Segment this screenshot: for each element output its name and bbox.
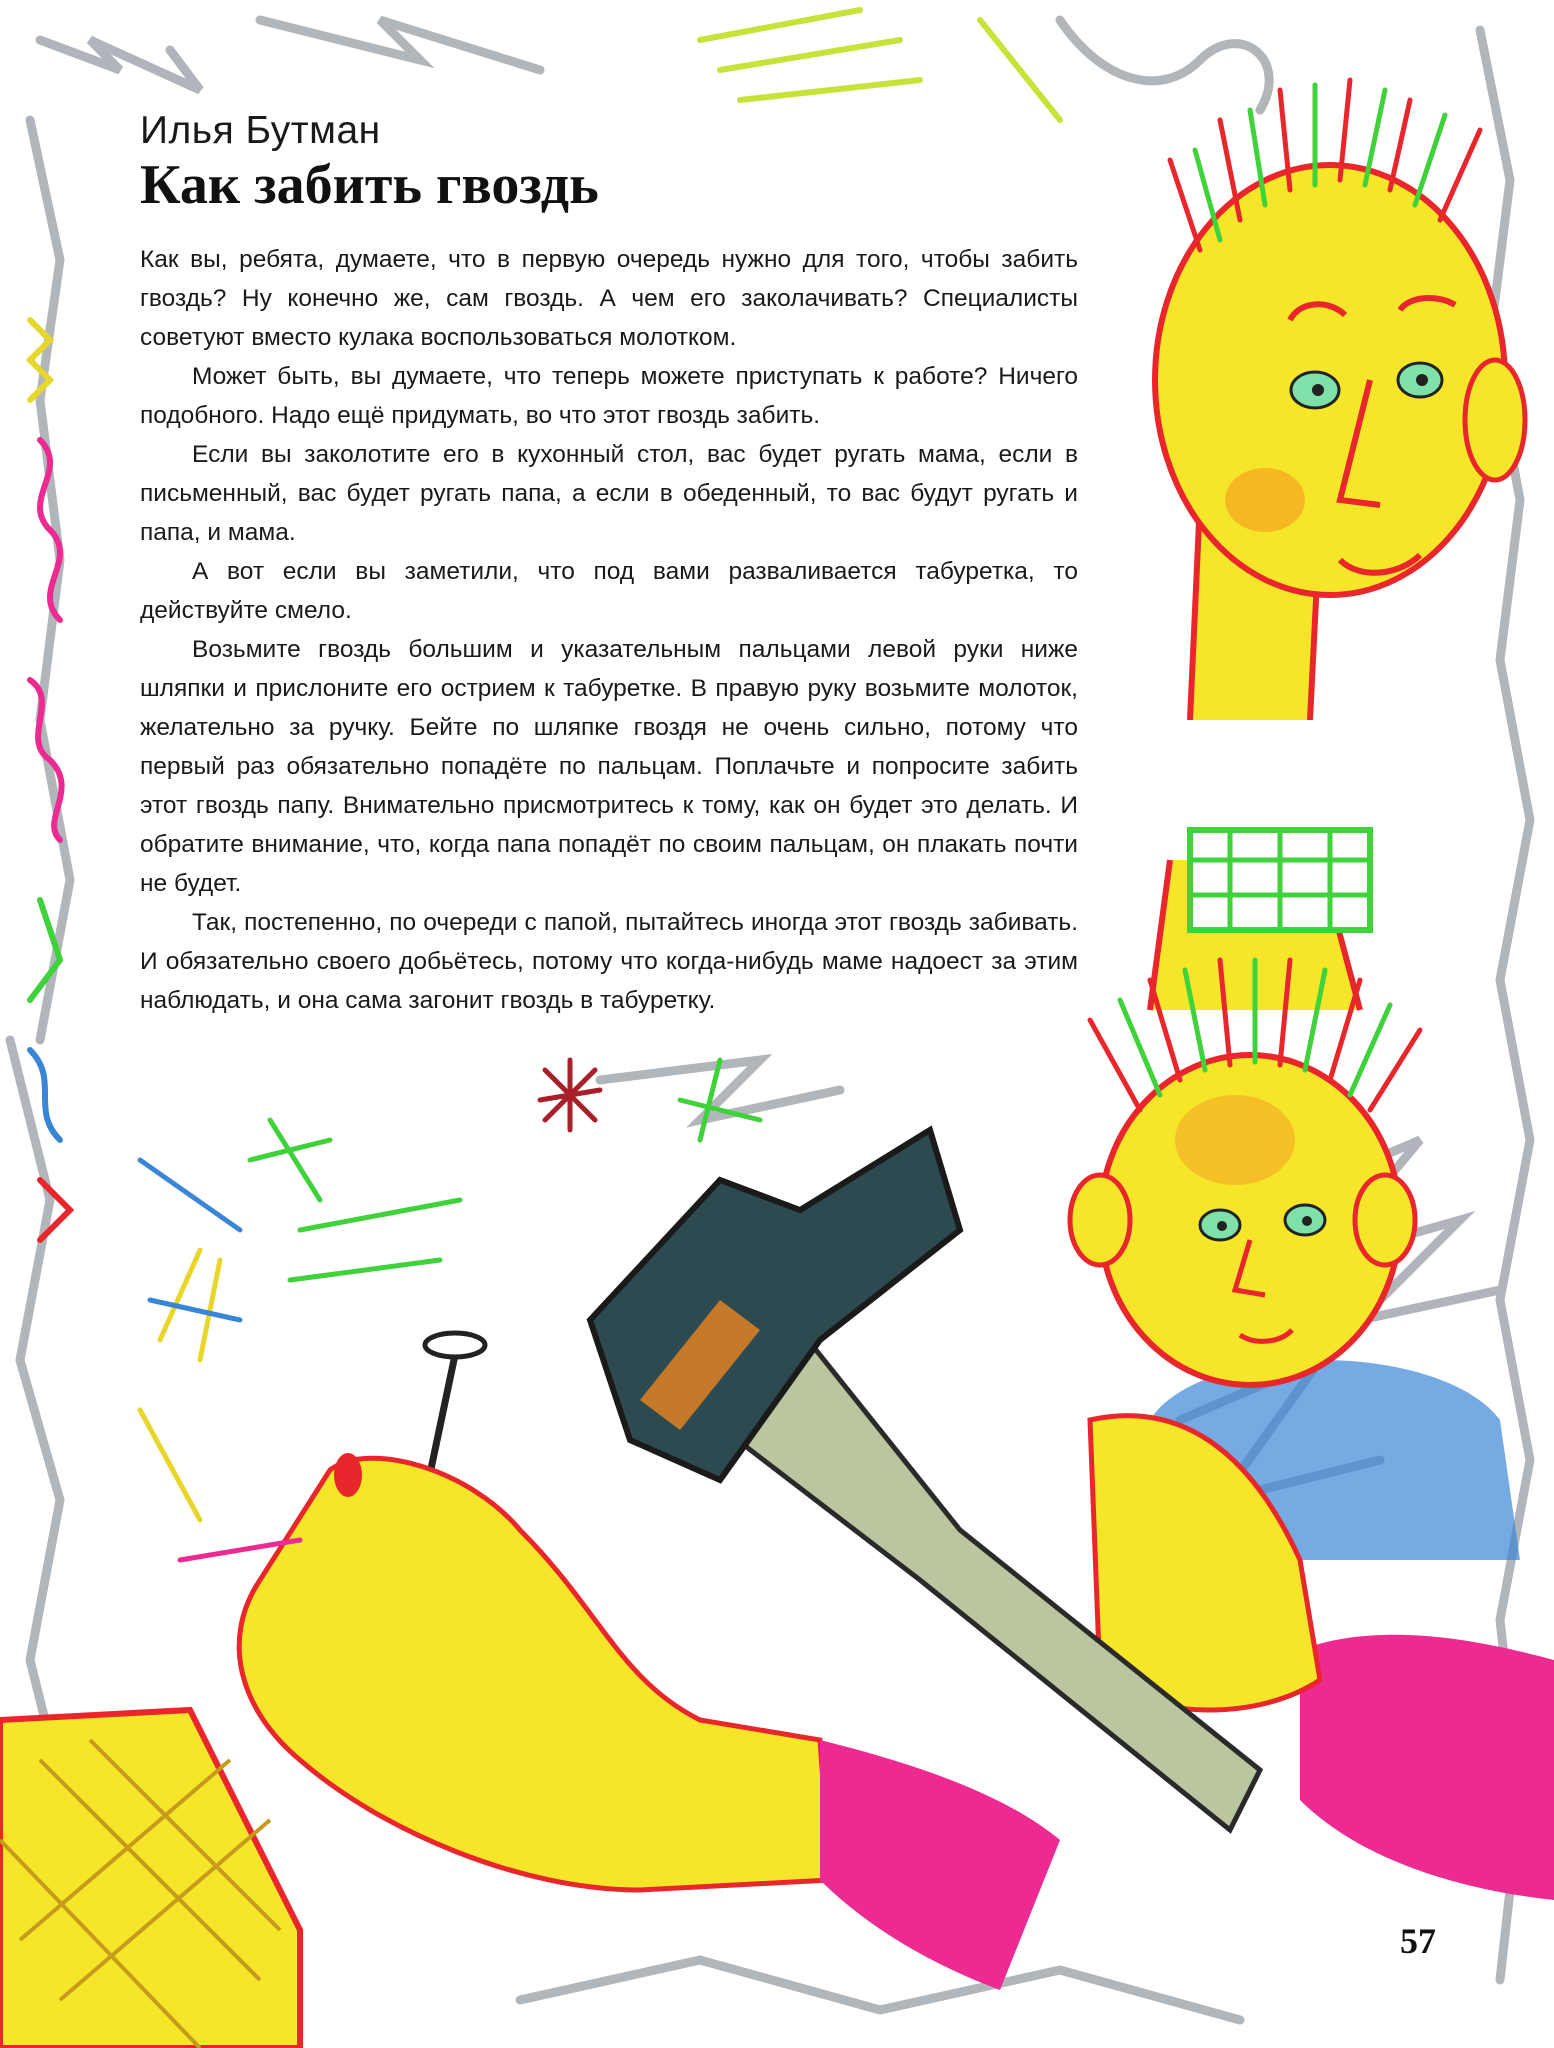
paragraph-6: Так, постепенно, по очереди с папой, пытайтесь иногда этот гвоздь забивать. И обязательно своего добьётесь, потому что когда-нибудь маме надоест за этим наблюдать, и она сама загонит гвоздь в табуретку. (140, 909, 1078, 1014)
paragraph-4: А вот если вы заметили, что под вами разваливается табуретка, то действуйте смело. (140, 558, 1078, 624)
author-name: Илья Бутман (140, 109, 381, 152)
father-figure (1150, 80, 1525, 1010)
stool (0, 1710, 300, 2048)
article (140, 108, 1078, 1020)
paragraph-3: Если вы заколотите его в кухонный стол, вас будет ругать мама, если в письменный, вас будет ругать папа, а если в обеденный, то вас будут ругать и папа, и мама. (140, 441, 1078, 546)
paragraph-1: Как вы, ребята, думаете, что в первую очередь нужно для того, чтобы забить гвоздь? Ну конечно же, сам гвоздь. А чем его заколачивать? Специалисты советуют вместо кулака воспользоваться молотком. (140, 246, 1078, 351)
page-number: 57 (1400, 1921, 1436, 1961)
top-spray (700, 10, 1060, 120)
article-title: Как забить гвоздь (140, 154, 599, 216)
paragraph-2: Может быть, вы думаете, что теперь можете приступать к работе? Ничего подобного. Надо ещё придумать, во что этот гвоздь забить. (140, 363, 1078, 429)
paragraph-5: Возьмите гвоздь большим и указательным пальцами левой руки ниже шляпки и прислоните его острием к табуретке. В правую руку возьмите молоток, желательно за ручку. Бейте по шляпке гвоздя не очень сильно, потому что первый раз обязательно попадёте по пальцам. Поплачьте и попросите забить этот гвоздь папу. Внимательно присмотритесь к тому, как он будет это делать. И обратите внимание, что, когда папа попадёт по своим пальцам, он плакать почти не будет. (140, 636, 1078, 897)
